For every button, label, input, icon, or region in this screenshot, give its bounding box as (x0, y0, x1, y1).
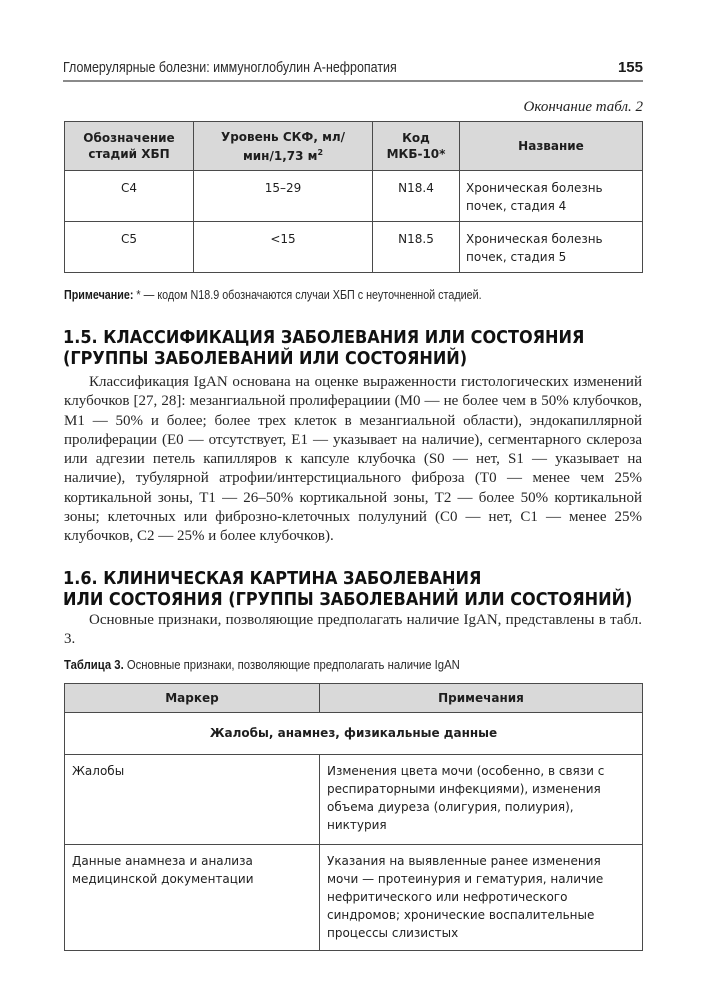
page-number: 155 (617, 59, 643, 76)
table3-caption (64, 657, 460, 672)
cell-name: Хроническая болезнь почек, стадия 5 (460, 222, 643, 273)
cell-icd: N18.4 (373, 171, 460, 222)
section-row (65, 713, 643, 755)
section-1-5-paragraph: Классификация IgAN основана на оценке выраженности гистологических изменений клубочков [27, 28]: мезангиальной пролиферациии (M0 — не более чем в 50% клубочков, M1 — 50% и более; более трех клеток в мезангиальной области), эндокапиллярной пролиферации (E0 — отсутствует, E1 — указывает на наличие), сегментарного склероза или адгезии петель капилляров к капсуле клубочка (S0 — нет, S1 — указывает на наличие), тубулярной атрофии/интерстициального фиброза (T0 — менее чем 25% кортикальной зоны, T1 — 26–50% кортикальной зоны, T2 — более 50% кортикальной зоны; клеточных или фиброзно-клеточных полулуний (C0 — нет, C1 — менее 25% клубочков, C2 — 25% и более клубочков). (64, 374, 642, 545)
ckd-stages-table (64, 121, 643, 273)
section-heading-1-6: 1.6. КЛИНИЧЕСКАЯ КАРТИНА ЗАБОЛЕВАНИЯ ИЛИ СОСТОЯНИЯ (ГРУППЫ ЗАБОЛЕВАНИЙ ИЛИ СОСТОЯНИЙ) (63, 569, 633, 610)
header-icd: Код МКБ-10* (373, 122, 460, 171)
table-header-row (65, 122, 643, 171)
section-1-6-paragraph: Основные признаки, позволяющие предполагать наличие IgAN, представлены в табл. 3. (64, 612, 642, 648)
table-row (65, 845, 643, 951)
header-name: Название (460, 122, 643, 171)
table-note (64, 288, 482, 302)
igan-signs-table (64, 683, 643, 951)
table-row (65, 222, 643, 273)
table-header-row (65, 684, 643, 713)
cell-marker: Данные анамнеза и анализа медицинской документации (65, 845, 320, 951)
caption-text: Основные признаки, позволяющие предполагать наличие IgAN (123, 657, 460, 672)
table-row (65, 755, 643, 845)
section-heading-1-5: 1.5. КЛАССИФИКАЦИЯ ЗАБОЛЕВАНИЯ ИЛИ СОСТОЯНИЯ (ГРУППЫ ЗАБОЛЕВАНИЙ ИЛИ СОСТОЯНИЙ) (63, 328, 585, 369)
header-gfr: Уровень СКФ, мл/ мин/1,73 $м^2$ (194, 122, 373, 171)
cell-name: Хроническая болезнь почек, стадия 4 (460, 171, 643, 222)
table-row (65, 171, 643, 222)
note-label: Примечание: (64, 288, 134, 302)
header-marker: Маркер (65, 684, 320, 713)
running-head (63, 58, 643, 82)
caption-label: Таблица 3. (64, 657, 124, 672)
cell-notes: Указания на выявленные ранее изменения мочи — протеинурия и гематурия, наличие нефритического или нефротического синдромов; хронические воспалительные процессы слизистых (320, 845, 643, 951)
header-stage: Обозначение стадий ХБП (65, 122, 194, 171)
header-notes: Примечания (320, 684, 643, 713)
cell-gfr: <15 (194, 222, 373, 273)
note-text: * — кодом N18.9 обозначаются случаи ХБП с неуточненной стадией. (133, 288, 482, 302)
cell-marker: Жалобы (65, 755, 320, 845)
section-row-label: Жалобы, анамнез, физикальные данные (65, 713, 643, 755)
cell-stage: С5 (65, 222, 194, 273)
cell-notes: Изменения цвета мочи (особенно, в связи с респираторными инфекциями), изменения объема диуреза (олигурия, полиурия), никтурия (320, 755, 643, 845)
running-head-title: Гломерулярные болезни: иммуноглобулин А-нефропатия (63, 60, 397, 76)
cell-stage: С4 (65, 171, 194, 222)
cell-icd: N18.5 (373, 222, 460, 273)
table-continuation-label: Окончание табл. 2 (523, 99, 643, 115)
cell-gfr: 15–29 (194, 171, 373, 222)
